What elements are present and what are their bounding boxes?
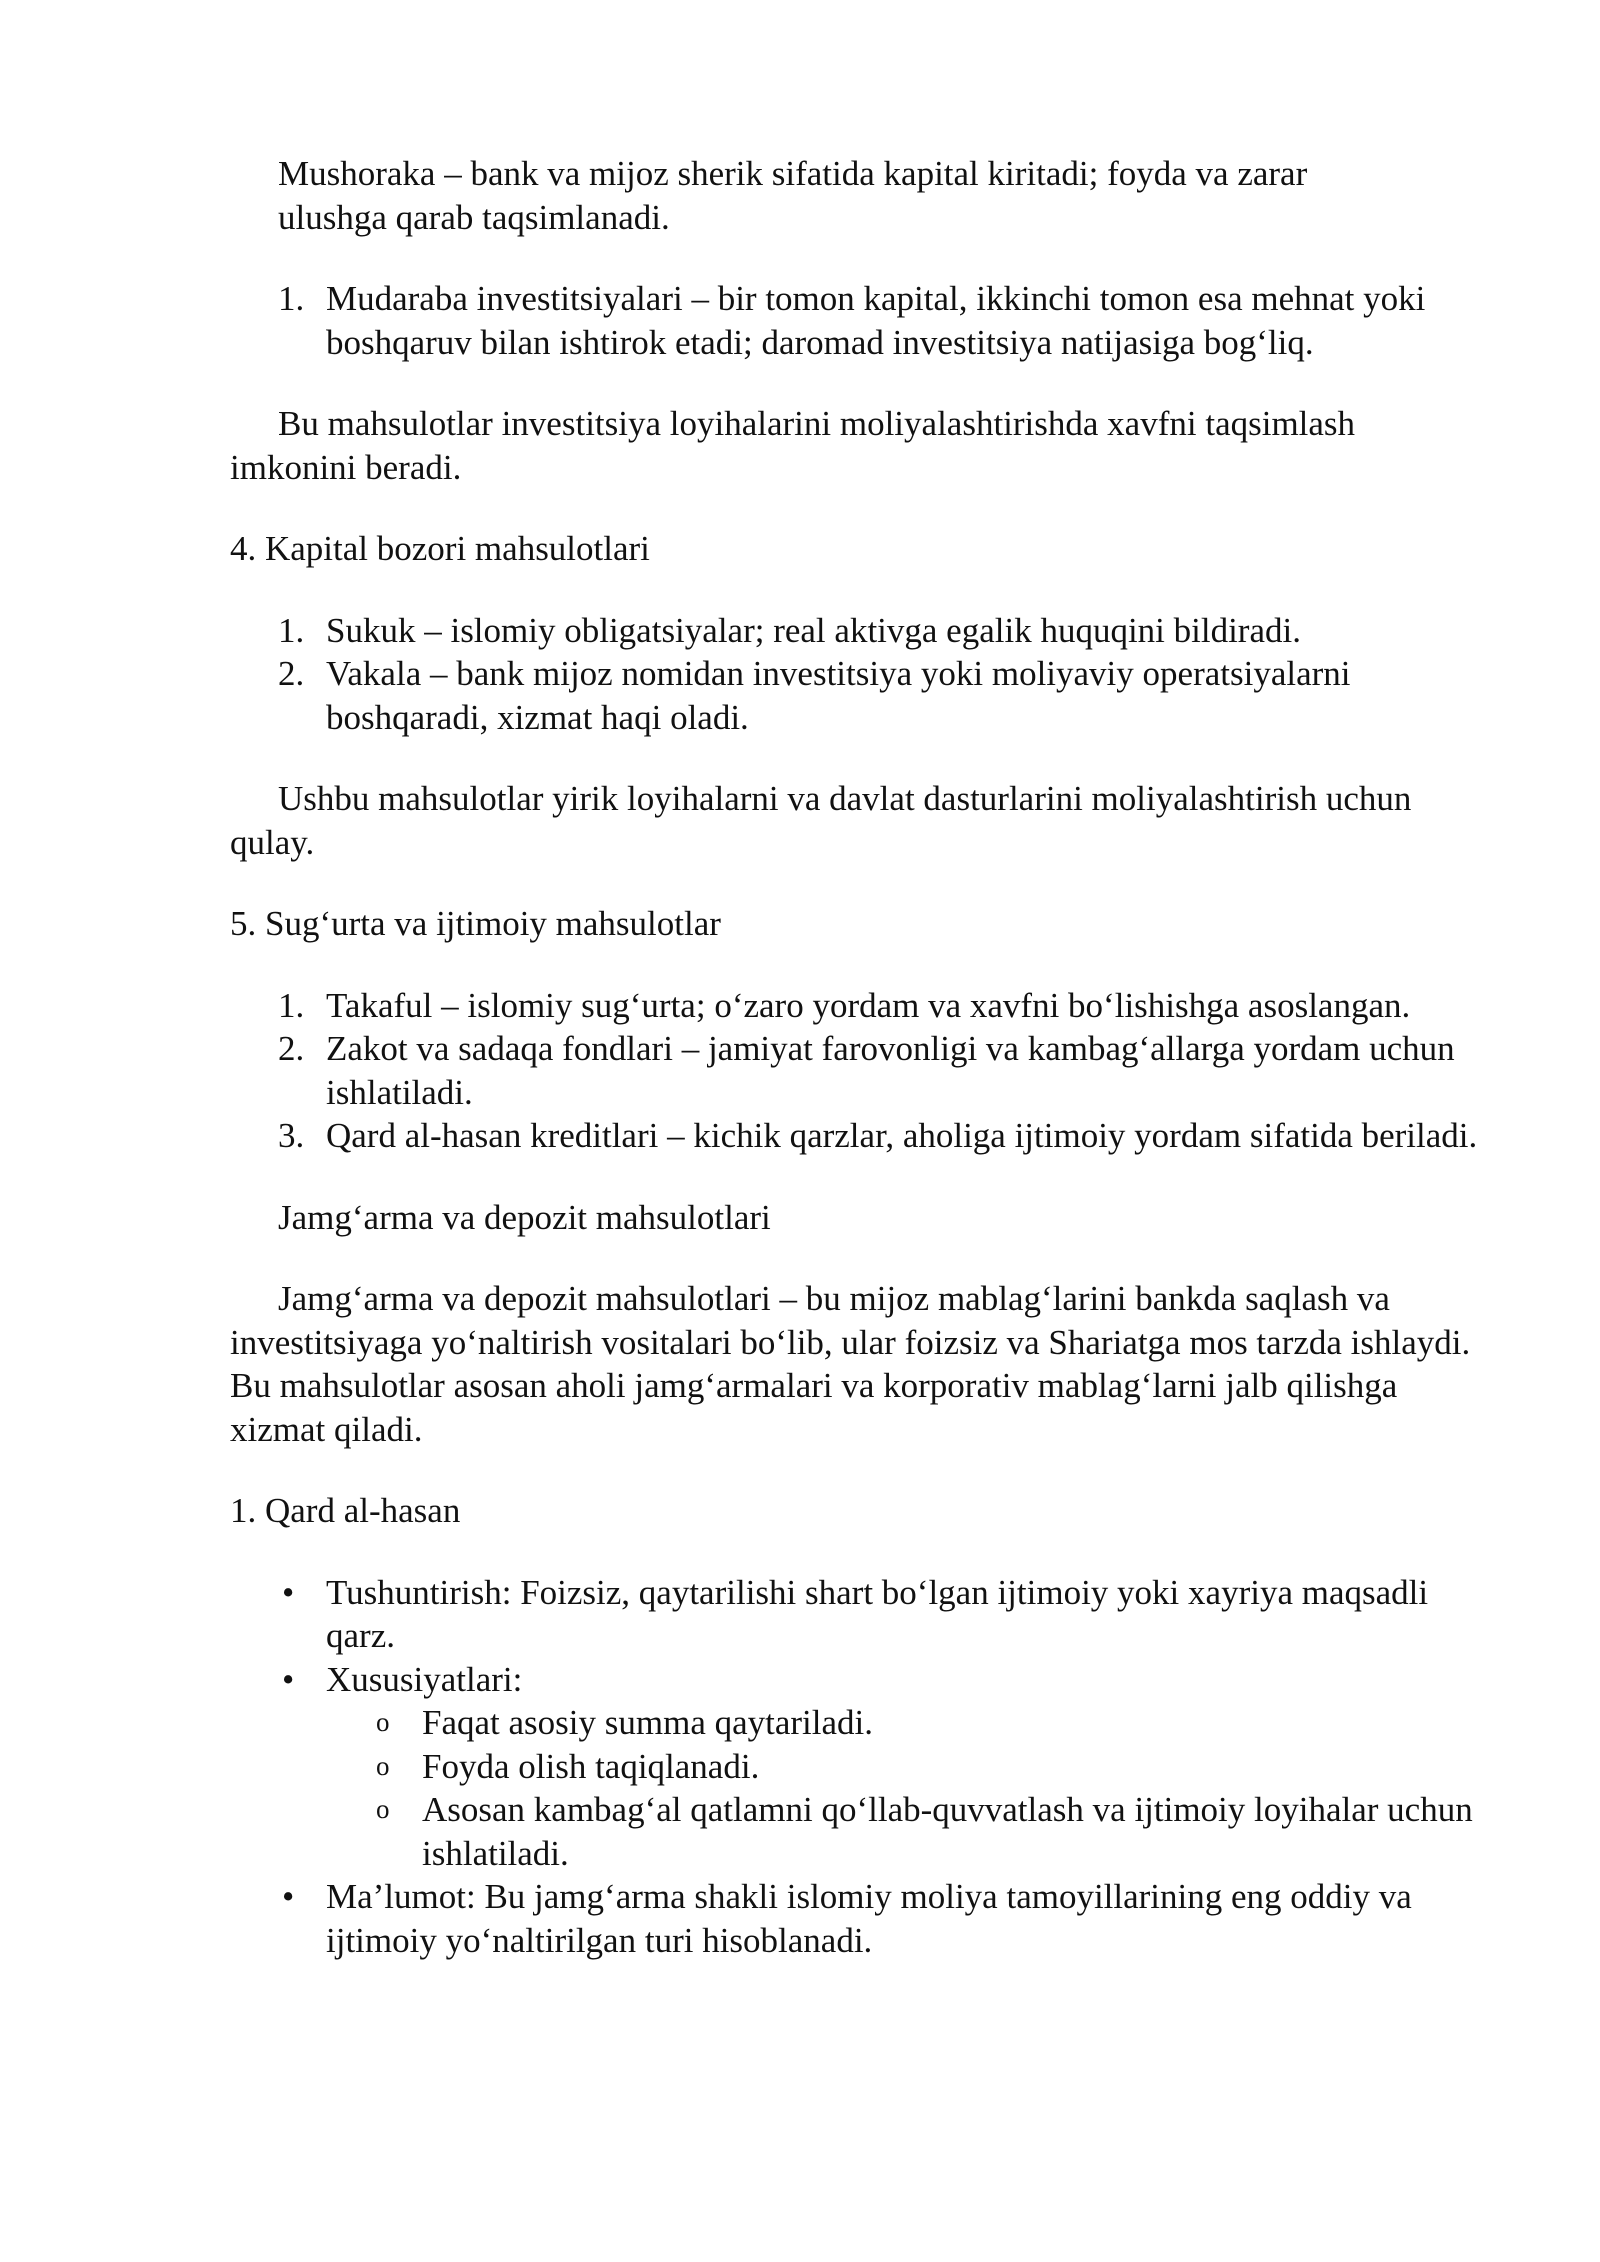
list-item bbox=[230, 609, 1490, 653]
qard-bullet-list bbox=[230, 1571, 1490, 1963]
sub-bullet-item bbox=[230, 1701, 1490, 1745]
list-marker: 3. bbox=[278, 1116, 305, 1155]
section-4-heading: 4. Kapital bozori mahsulotlari bbox=[230, 529, 650, 568]
list-marker: 2. bbox=[278, 1029, 305, 1068]
savings-paragraph: Jamg‘arma va depozit mahsulotlari – bu mijoz mablag‘larini bankda saqlash va investitsiyaga yo‘naltirish vositalari bo‘lib, ular foizsiz va Shariatga mos tarzda ishlaydi. Bu mahsulotlar asosan aholi jamg‘armalari va korporativ mablag‘larni jalb qilishga xizmat qiladi. bbox=[230, 1279, 1471, 1449]
section-5-heading: 5. Sug‘urta va ijtimoiy mahsulotlar bbox=[230, 904, 721, 943]
list-item-text: Sukuk – islomiy obligatsiyalar; real aktivga egalik huquqini bildiradi. bbox=[326, 610, 1301, 650]
sub-bullet-item bbox=[230, 1788, 1490, 1875]
sub-bullet-marker: o bbox=[376, 1707, 390, 1737]
bullet-text: Ma’lumot: Bu jamg‘arma shakli islomiy moliya tamoyillarining eng oddiy va ijtimoiy yo‘naltirilgan turi hisoblanadi. bbox=[326, 1877, 1412, 1960]
list-marker: 1. bbox=[278, 610, 305, 650]
musharaka-line-2: ulushga qarab taqsimlanadi. bbox=[278, 197, 670, 237]
musharaka-line-1: Mushoraka – bank va mijoz sherik sifatida kapital kiritadi; foyda va zarar bbox=[278, 154, 1308, 193]
sub-bullet-item bbox=[230, 1745, 1490, 1789]
list-item-text: Vakala – bank mijoz nomidan investitsiya yoki moliyaviy operatsiyalarni boshqaradi, xizmat haqi oladi. bbox=[326, 654, 1351, 737]
bullet-text: Xususiyatlari: bbox=[326, 1659, 523, 1699]
bullet-marker: • bbox=[282, 1572, 295, 1612]
sub-bullet-marker: o bbox=[376, 1750, 390, 1781]
list-item-text: Zakot va sadaqa fondlari – jamiyat farovonligi va kambag‘allarga yordam uchun ishlatiladi. bbox=[326, 1029, 1455, 1112]
bullet-item-explanation bbox=[230, 1571, 1490, 1658]
list-marker: 1. bbox=[278, 985, 305, 1025]
document-body bbox=[230, 152, 1490, 1962]
list-item-text: Qard al-hasan kreditlari – kichik qarzlar, aholiga ijtimoiy yordam sifatida beriladi. bbox=[326, 1116, 1478, 1155]
list-marker: 2. bbox=[278, 654, 305, 693]
sub-bullet-marker: o bbox=[376, 1794, 390, 1824]
bullet-item-info bbox=[230, 1875, 1490, 1962]
list-item bbox=[230, 1114, 1490, 1158]
sub-bullet-text: Faqat asosiy summa qaytariladi. bbox=[422, 1703, 874, 1742]
bullet-item-features bbox=[230, 1658, 1490, 1702]
section-5-list bbox=[230, 984, 1490, 1158]
bullet-marker: • bbox=[282, 1659, 295, 1699]
bullet-marker: • bbox=[282, 1877, 295, 1916]
paragraph-projects: Ushbu mahsulotlar yirik loyihalarni va davlat dasturlarini moliyalashtirish uchun qulay. bbox=[230, 779, 1412, 862]
savings-heading: Jamg‘arma va depozit mahsulotlari bbox=[278, 1197, 771, 1237]
list-item bbox=[230, 1027, 1490, 1114]
list-item bbox=[230, 984, 1490, 1028]
list-item bbox=[230, 652, 1490, 739]
sub-bullet-text: Asosan kambag‘al qatlamni qo‘llab-quvvatlash va ijtimoiy loyihalar uchun ishlatiladi. bbox=[422, 1790, 1473, 1873]
mudaraba-list bbox=[230, 277, 1490, 364]
list-item-text: Takaful – islomiy sug‘urta; o‘zaro yordam va xavfni bo‘lishishga asoslangan. bbox=[326, 985, 1411, 1025]
list-item bbox=[230, 277, 1490, 364]
section-4-list bbox=[230, 609, 1490, 740]
paragraph-risk: Bu mahsulotlar investitsiya loyihalarini moliyalashtirishda xavfni taqsimlash imkonini beradi. bbox=[230, 404, 1356, 487]
list-marker: 1. bbox=[278, 279, 305, 318]
list-item-text: Mudaraba investitsiyalari – bir tomon kapital, ikkinchi tomon esa mehnat yoki boshqaruv bilan ishtirok etadi; daromad investitsiya natijasiga bog‘liq. bbox=[326, 279, 1426, 362]
sub-bullet-text: Foyda olish taqiqlanadi. bbox=[422, 1746, 760, 1786]
qard-heading: 1. Qard al-hasan bbox=[230, 1491, 461, 1530]
bullet-text: Tushuntirish: Foizsiz, qaytarilishi shart bo‘lgan ijtimoiy yoki xayriya maqsadli qarz. bbox=[326, 1572, 1429, 1655]
